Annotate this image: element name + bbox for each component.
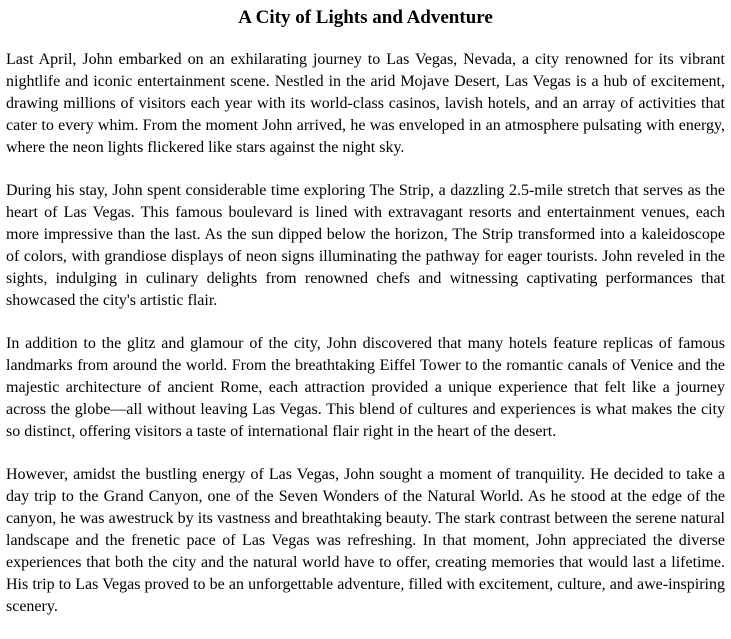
document-title: A City of Lights and Adventure: [238, 7, 493, 28]
paragraph-landmark-replicas: In addition to the glitz and glamour of the city, John discovered that many hotels feature replicas of famous landmarks from around the world. From the breathtaking Eiffel Tower to the romantic canals of Venice and the majestic architecture of ancient Rome, each attraction provided a unique experience that felt like a journey across the globe—all without leaving Las Vegas. This blend of cultures and experiences is what makes the city so distinct, offering visitors a taste of international flair right in the heart of the desert.: [6, 335, 725, 440]
paragraph-the-strip: During his stay, John spent considerable time exploring The Strip, a dazzling 2.5-mile stretch that serves as the heart of Las Vegas. This famous boulevard is lined with extravagant resorts and entertainment venues, each more impressive than the last. As the sun dipped below the horizon, The Strip transformed into a kaleidoscope of colors, with grandiose displays of neon signs illuminating the pathway for eager tourists. John reveled in the sights, indulging in culinary delights from renowned chefs and witnessing captivating performances that showcased the city's artistic flair.: [6, 182, 725, 309]
paragraph-intro: Last April, John embarked on an exhilarating journey to Las Vegas, Nevada, a city renowned for its vibrant nightlife and iconic entertainment scene. Nestled in the arid Mojave Desert, Las Vegas is a hub of excitement, drawing millions of visitors each year with its world-class casinos, lavish hotels, and an array of activities that cater to every whim. From the moment John arrived, he was enveloped in an atmosphere pulsating with energy, where the neon lights flickered like stars against the night sky.: [6, 51, 725, 156]
paragraph-grand-canyon: However, amidst the bustling energy of Las Vegas, John sought a moment of tranquility. He decided to take a day trip to the Grand Canyon, one of the Seven Wonders of the Natural World. As he stood at the edge of the canyon, he was awestruck by its vastness and breathtaking beauty. The stark contrast between the serene natural landscape and the frenetic pace of Las Vegas was refreshing. In that moment, John appreciated the diverse experiences that both the city and the natural world have to offer, creating memories that would last a lifetime. His trip to Las Vegas proved to be an unforgettable adventure, filled with excitement, culture, and awe-inspiring scenery.: [6, 466, 725, 615]
